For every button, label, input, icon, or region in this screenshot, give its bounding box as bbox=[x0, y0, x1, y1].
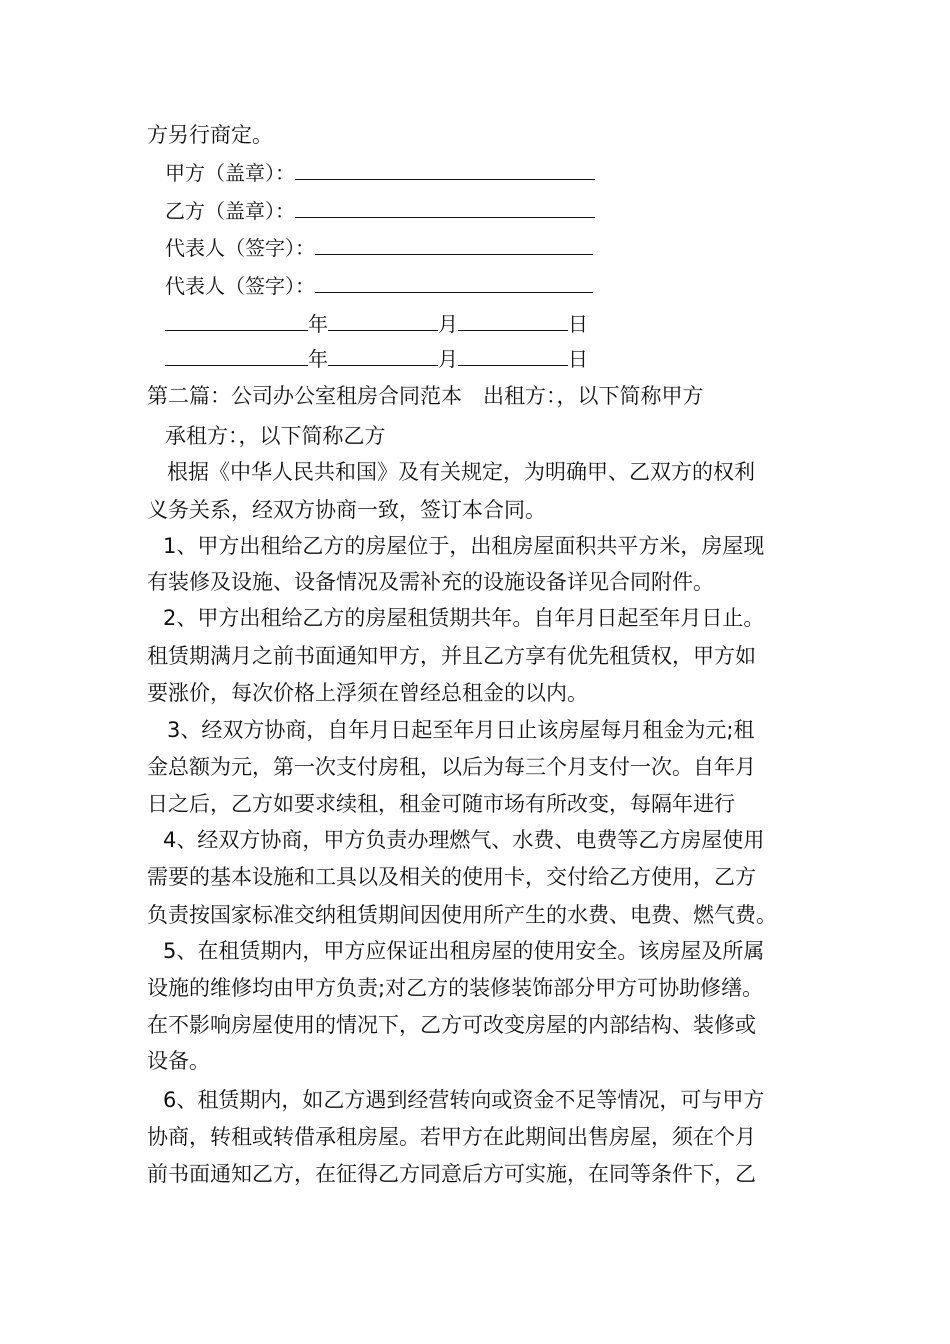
paragraph-line: 设备。 bbox=[147, 1049, 210, 1073]
year-unit: 年 bbox=[308, 312, 328, 336]
section-heading: 第二篇：公司办公室租房合同范本 出租方：，以下简称甲方 bbox=[147, 384, 704, 408]
signature-line-representative-2 bbox=[165, 270, 593, 301]
day-blank bbox=[458, 308, 568, 331]
year-blank bbox=[165, 308, 308, 331]
year-blank bbox=[165, 343, 308, 366]
paragraph-line: 5、在租赁期内，甲方应保证出租房屋的使用安全。该房屋及所属 bbox=[163, 939, 765, 963]
paragraph-line: 3、经双方协商，自年月日起至年月日止该房屋每月租金为元;租 bbox=[167, 718, 755, 742]
month-blank bbox=[328, 308, 438, 331]
signature-blank bbox=[295, 195, 595, 218]
paragraph-line: 要涨价，每次价格上浮须在曾经总租金的以内。 bbox=[147, 681, 588, 705]
day-unit: 日 bbox=[568, 312, 588, 336]
signature-label: 代表人（签字）： bbox=[165, 236, 315, 260]
date-line bbox=[165, 343, 588, 374]
signature-line-representative-1 bbox=[165, 232, 593, 263]
paragraph-line: 协商，转租或转借承租房屋。若甲方在此期间出售房屋，须在个月 bbox=[147, 1125, 756, 1149]
signature-blank bbox=[315, 270, 593, 293]
paragraph-line: 租赁期满月之前书面通知甲方，并且乙方享有优先租赁权，甲方如 bbox=[147, 644, 756, 668]
paragraph-line: 前书面通知乙方，在征得乙方同意后方可实施，在同等条件下，乙 bbox=[147, 1162, 756, 1186]
paragraph-line: 义务关系，经双方协商一致，签订本合同。 bbox=[147, 498, 546, 522]
paragraph-line: 设施的维修均由甲方负责;对乙方的装修装饰部分甲方可协助修缮。 bbox=[147, 976, 764, 1000]
paragraph-line: 1、甲方出租给乙方的房屋位于，出租房屋面积共平方米，房屋现 bbox=[163, 534, 765, 558]
paragraph-line: 2、甲方出租给乙方的房屋租赁期共年。自年月日起至年月日止。 bbox=[163, 606, 765, 630]
signature-label: 代表人（签字）： bbox=[165, 274, 315, 298]
month-unit: 月 bbox=[438, 312, 458, 336]
day-unit: 日 bbox=[568, 347, 588, 371]
paragraph-line: 6、租赁期内，如乙方遇到经营转向或资金不足等情况，可与甲方 bbox=[163, 1088, 765, 1112]
signature-line-party-b bbox=[165, 195, 595, 226]
paragraph-line: 4、经双方协商，甲方负责办理燃气、水费、电费等乙方房屋使用 bbox=[163, 828, 765, 852]
day-blank bbox=[458, 343, 568, 366]
top-fragment: 方另行商定。 bbox=[147, 123, 273, 147]
month-blank bbox=[328, 343, 438, 366]
paragraph-line: 负责按国家标准交纳租赁期间因使用所产生的水费、电费、燃气费。 bbox=[147, 903, 777, 927]
paragraph-line: 需要的基本设施和工具以及相关的使用卡，交付给乙方使用，乙方 bbox=[147, 865, 756, 889]
paragraph-line: 在不影响房屋使用的情况下，乙方可改变房屋的内部结构、装修或 bbox=[147, 1013, 756, 1037]
paragraph-line: 有装修及设施、设备情况及需补充的设施设备详见合同附件。 bbox=[147, 570, 714, 594]
signature-label: 甲方（盖章）： bbox=[165, 161, 295, 185]
signature-line-party-a bbox=[165, 157, 595, 188]
signature-blank bbox=[315, 232, 593, 255]
paragraph-line: 金总额为元，第一次支付房租，以后为每三个月支付一次。自年月 bbox=[147, 755, 756, 779]
signature-blank bbox=[295, 157, 595, 180]
signature-label: 乙方（盖章）： bbox=[165, 199, 295, 223]
date-line bbox=[165, 308, 588, 339]
paragraph-line: 根据《中华人民共和国》及有关规定，为明确甲、乙双方的权利 bbox=[167, 460, 755, 484]
tenant-line: 承租方：，以下简称乙方 bbox=[165, 424, 386, 448]
month-unit: 月 bbox=[438, 347, 458, 371]
paragraph-line: 日之后，乙方如要求续租，租金可随市场有所改变，每隔年进行 bbox=[147, 792, 735, 816]
year-unit: 年 bbox=[308, 347, 328, 371]
